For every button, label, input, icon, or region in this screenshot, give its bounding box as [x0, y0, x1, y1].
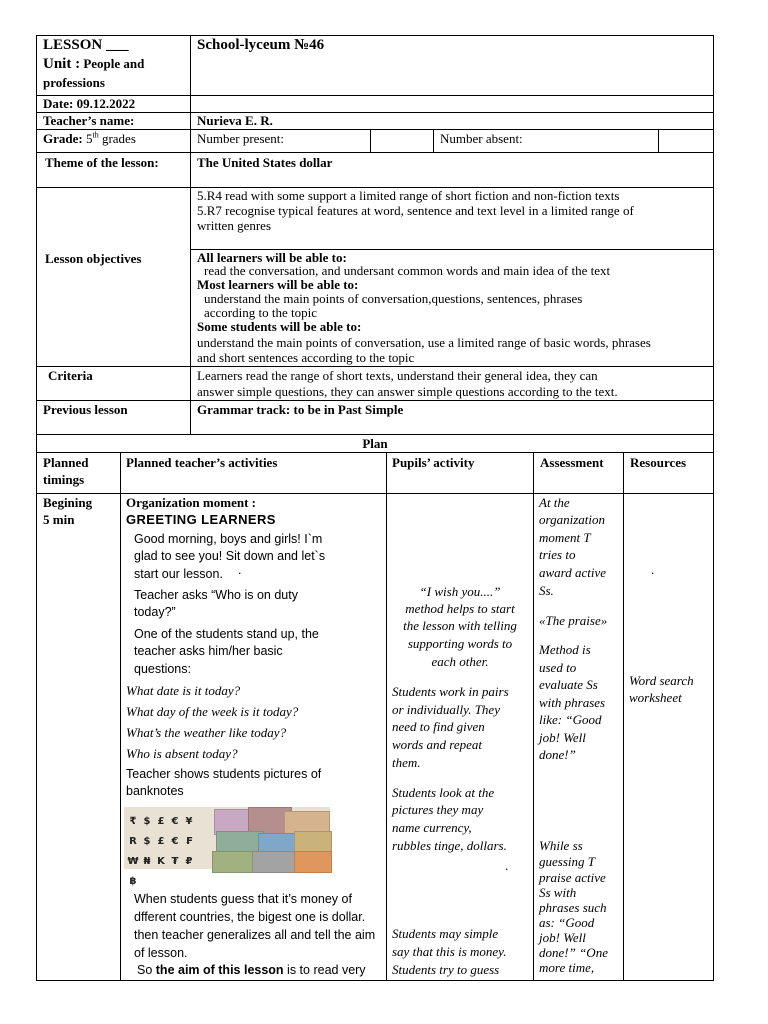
outcome-line: written genres [197, 218, 272, 233]
teacher-activity-text: banknotes [126, 784, 184, 798]
assessment-text: done!” [539, 747, 576, 762]
pupils-activity-text: the lesson with telling [403, 618, 517, 633]
currency-symbol: ₹ [129, 816, 137, 827]
pupils-activity-text: rubbles tinge, dollars. [392, 838, 507, 853]
resource-text: worksheet [629, 690, 682, 705]
teacher-label: Teacher’s name: [43, 113, 135, 128]
currency-symbol: ₮ [171, 856, 179, 867]
lesson-date: Date: 09.12.2022 [43, 96, 136, 111]
assessment-text: done!” “One [539, 945, 608, 960]
currency-symbol: ฿ [129, 876, 137, 887]
assessment-text: job! Well [539, 930, 586, 945]
question-text: Who is absent today? [126, 746, 238, 761]
aim-emphasis: the aim of this lesson [155, 963, 284, 977]
currency-symbol: € [171, 816, 179, 827]
grade-superscript: th [92, 130, 99, 140]
assessment-text: moment T [539, 530, 591, 545]
row-divider [36, 129, 714, 130]
assessment-text: as: “Good [539, 915, 595, 930]
objectives-all-text: read the conversation, and undersant common words and main idea of the text [204, 263, 611, 278]
banknote [252, 851, 300, 873]
assessment-text: At the [539, 495, 570, 510]
teacher-activity-text: of lesson. [134, 946, 188, 960]
criteria-label: Criteria [48, 368, 93, 383]
assessment-text: Method is [539, 642, 591, 657]
assessment-text: tries to [539, 547, 576, 562]
grade-line [43, 131, 136, 147]
column-header-timings: timings [43, 472, 85, 487]
currency-symbol: ₦ [143, 856, 151, 867]
row-divider [36, 112, 714, 113]
pupils-activity-text: Students try to guess [392, 962, 500, 977]
theme-label: Theme of the lesson: [45, 155, 159, 170]
outcome-line: 5.R7 recognise typical features at word, sentence and text level in a limited range of [197, 203, 634, 218]
teacher-activity-text: today?” [134, 605, 176, 619]
number-present-label: Number present: [197, 131, 285, 146]
row-divider [36, 152, 714, 153]
grade-label: Grade: [43, 131, 83, 146]
assessment-text: job! Well [539, 730, 586, 745]
school-name: School-lyceum №46 [197, 37, 325, 53]
row-divider [36, 434, 714, 435]
stage-name: Begining [43, 495, 93, 510]
stray-dot: . [651, 562, 655, 577]
row-divider [36, 493, 714, 494]
criteria-text: answer simple questions, they can answer simple questions according to the text. [197, 384, 618, 399]
objectives-all-heading: All learners will be able to: [197, 250, 347, 265]
pupils-activity-text: need to find given [392, 719, 485, 734]
criteria-text: Learners read the range of short texts, understand their general idea, they can [197, 368, 598, 383]
currency-symbols-grid [126, 811, 212, 891]
previous-lesson-label: Previous lesson [43, 402, 128, 417]
teacher-activity-text: Good morning, boys and girls! I`m [134, 532, 323, 546]
aim-suffix: is to read very [283, 963, 366, 977]
pupils-activity-text: say that this is money. [392, 944, 507, 959]
currency-symbol: £ [157, 816, 165, 827]
currency-symbol: ¥ [185, 816, 193, 827]
row-divider [36, 95, 714, 96]
currency-symbol: € [171, 836, 179, 847]
objectives-most-text: understand the main points of conversation,questions, sentences, phrases [204, 291, 583, 306]
lesson-label: LESSON ___ [43, 37, 129, 53]
teacher-activity-text: glad to see you! Sit down and let`s [134, 549, 326, 563]
organization-moment-heading: Organization moment : [126, 495, 256, 510]
assessment-text: with phrases [539, 695, 606, 710]
row-divider [36, 366, 714, 367]
teacher-activity-text: questions: [134, 662, 191, 676]
banknote [294, 851, 332, 873]
pupils-activity-text: method helps to start [405, 601, 515, 616]
column-divider [658, 129, 659, 152]
pupils-activity-text: pictures they may [392, 802, 484, 817]
assessment-text: «The praise» [539, 613, 608, 628]
row-divider [36, 400, 714, 401]
teacher-activity-text: Teacher shows students pictures of [126, 767, 322, 781]
pupils-activity-text: each other. [431, 654, 489, 669]
assessment-text: evaluate Ss [539, 677, 598, 692]
column-divider [533, 452, 534, 981]
pupils-activity-text: Students look at the [392, 785, 495, 800]
currency-symbol: ₣ [185, 836, 193, 847]
greeting-heading: GREETING LEARNERS [126, 512, 276, 527]
unit-value: People and [83, 56, 145, 71]
currency-symbol: R [129, 836, 137, 847]
number-absent-label: Number absent: [440, 131, 523, 146]
column-divider [370, 129, 371, 152]
question-text: What date is it today? [126, 683, 241, 698]
pupils-activity-text: “I wish you....” [419, 584, 501, 599]
teacher-name: Nurieva E. R. [197, 113, 273, 128]
previous-lesson-value: Grammar track: to be in Past Simple [197, 402, 404, 417]
currency-symbol: £ [157, 836, 165, 847]
objectives-label: Lesson objectives [45, 251, 142, 266]
assessment-text: like: “Good [539, 712, 602, 727]
row-divider [36, 452, 714, 453]
column-divider [120, 452, 121, 981]
stage-duration: 5 min [43, 512, 75, 527]
column-header-timings: Planned [43, 455, 89, 470]
pupils-activity-text: Students work in pairs [392, 684, 509, 699]
assessment-text: organization [539, 512, 605, 527]
assessment-text: award active [539, 565, 607, 580]
column-divider [190, 35, 191, 434]
objectives-most-text: according to the topic [204, 305, 317, 320]
assessment-text: used to [539, 660, 577, 675]
column-header-teacher: Planned teacher’s activities [126, 455, 278, 470]
pupils-activity-text: them. [392, 755, 421, 770]
objectives-some-heading: Some students will be able to: [197, 319, 362, 334]
outcome-line: 5.R4 read with some support a limited range of short fiction and non-fiction texts [197, 188, 620, 203]
teacher-activity-text: teacher asks him/her basic [134, 644, 283, 658]
pupils-activity-text: Students may simple [392, 926, 499, 941]
grade-suffix: grades [101, 131, 136, 146]
pupils-activity-text: name currency, [392, 820, 472, 835]
aim-prefix: So [137, 963, 156, 977]
currency-symbol: ₩ [127, 856, 139, 867]
pupils-activity-text: words and repeat [392, 737, 483, 752]
unit-value-continued: professions [43, 75, 105, 90]
banknotes-image [124, 807, 330, 887]
resource-text: Word search [629, 673, 694, 688]
teacher-activity-text: Teacher asks “Who is on duty [134, 588, 298, 602]
grade-value: 5 [85, 131, 93, 146]
stray-dot: . [505, 858, 509, 873]
teacher-activity-text: start our lesson. [134, 567, 223, 581]
assessment-text: guessing T [539, 854, 595, 869]
pupils-activity-text: or individually. They [392, 702, 500, 717]
assessment-text: While ss [539, 838, 583, 853]
question-text: What’s the weather like today? [126, 725, 287, 740]
objectives-some-text: and short sentences according to the topic [197, 350, 415, 365]
unit-label: Unit : [43, 56, 81, 72]
teacher-activity-text: then teacher generalizes all and tell the aim [134, 928, 376, 942]
objectives-most-heading: Most learners will be able to: [197, 277, 359, 292]
teacher-activity-text: One of the students stand up, the [134, 627, 319, 641]
assessment-text: phrases such [539, 900, 607, 915]
objectives-some-text: understand the main points of conversation, use a limited range of basic words, phrases [197, 335, 651, 350]
currency-symbol: ₽ [185, 856, 193, 867]
column-header-pupils: Pupils’ activity [392, 455, 475, 470]
lesson-aim-text [137, 962, 366, 980]
column-header-assessment: Assessment [540, 455, 604, 470]
assessment-text: Ss with [539, 885, 577, 900]
column-divider [433, 129, 434, 152]
teacher-activity-text: dfferent countries, the bigest one is dollar. [134, 910, 366, 924]
pupils-activity-text: supporting words to [407, 636, 513, 651]
theme-value: The United States dollar [197, 155, 333, 170]
question-text: What day of the week is it today? [126, 704, 299, 719]
plan-title: Plan [362, 436, 388, 451]
assessment-text: praise active [539, 870, 606, 885]
teacher-activity-text: When students guess that it’s money of [134, 892, 352, 906]
currency-symbol: K [157, 856, 165, 867]
currency-symbol: $ [143, 836, 151, 847]
assessment-text: more time, [539, 960, 595, 975]
assessment-text: Ss. [539, 583, 554, 598]
column-divider [623, 452, 624, 981]
currency-symbol: $ [143, 816, 151, 827]
column-header-resources: Resources [630, 455, 687, 470]
unit-line [43, 56, 144, 72]
column-divider [386, 452, 387, 981]
stray-dot: . [238, 563, 242, 577]
